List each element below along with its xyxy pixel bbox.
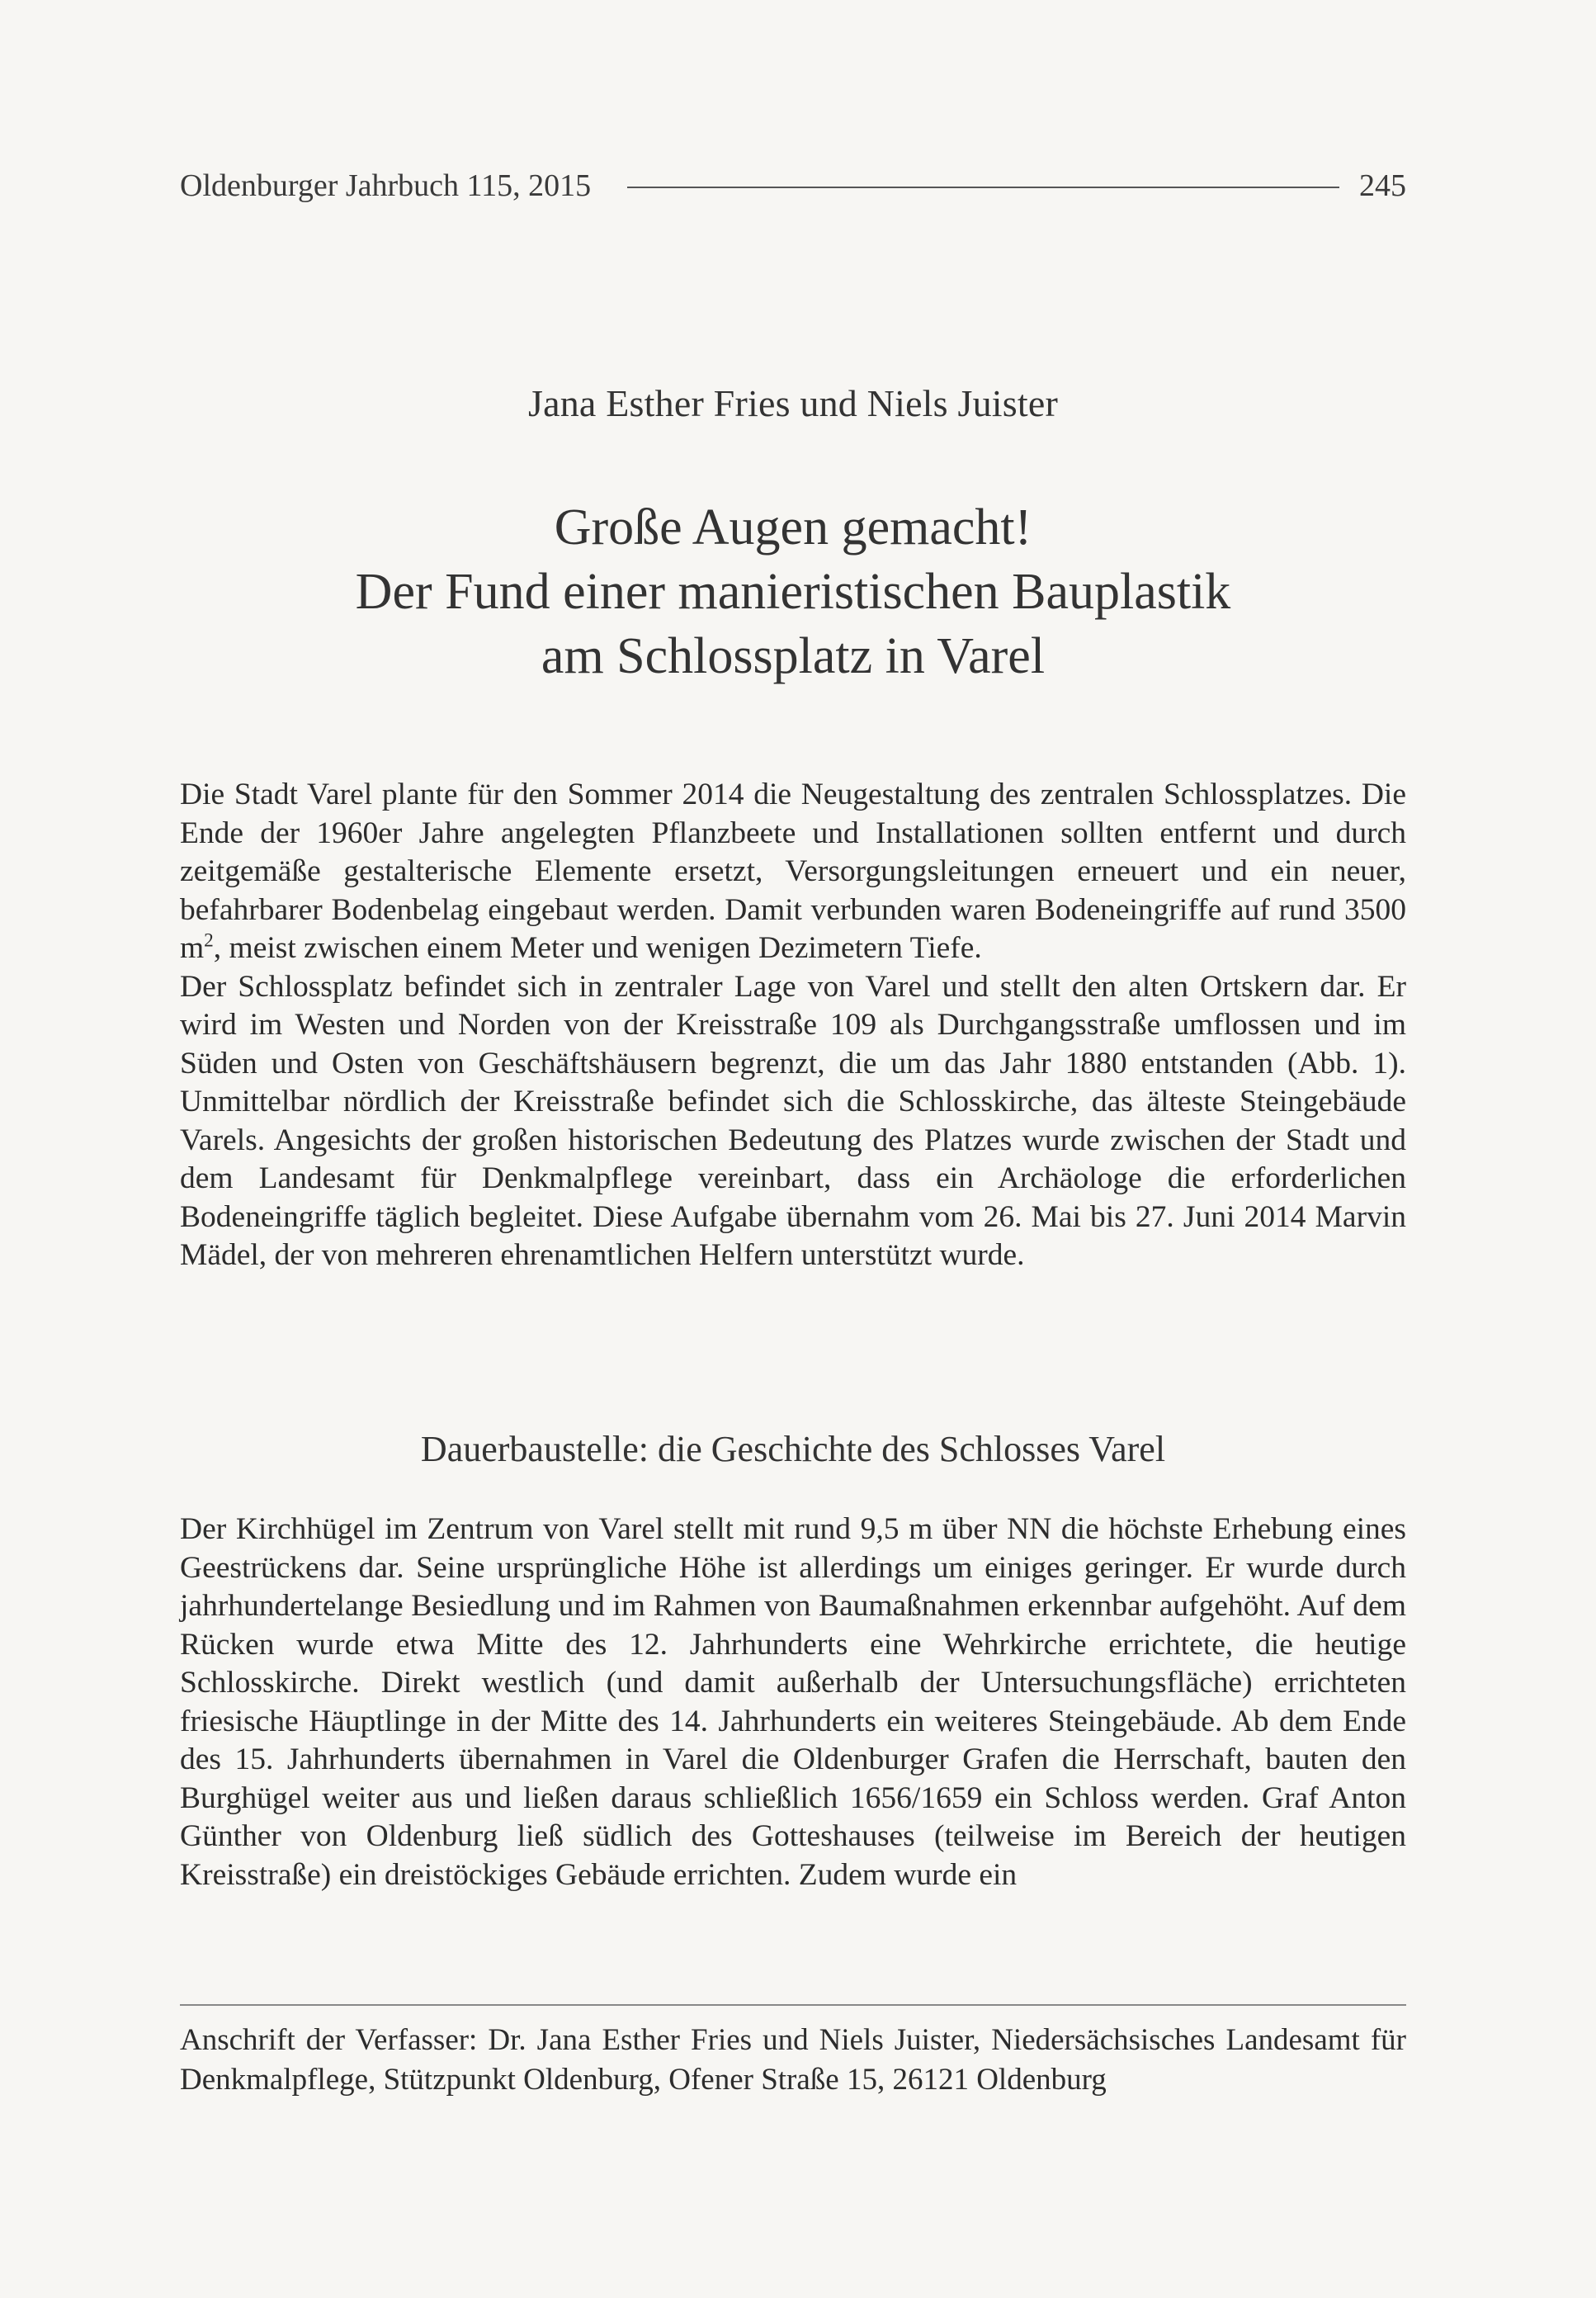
title-line-1: Große Augen gemacht! [554, 499, 1032, 556]
superscript-squared: 2 [204, 929, 214, 952]
section-body [180, 1511, 1406, 1894]
intro-section [180, 776, 1406, 1275]
intro-p1-text: Die Stadt Varel plante für den Sommer 2014 die Neugestaltung des zentralen Schlossplatzes. Die Ende der 1960er Jahre angelegten Pflanzbeete und Installationen sollten entfernt und durch zeitgemäße gestalterische Elemente ersetzt, Versorgungsleitungen erneuert und ein neuer, befahrbarer Bodenbelag eingebaut werden. Damit verbunden waren Bodeneingriffe auf rund 3500 m [180, 778, 1406, 965]
author-address-footnote: Anschrift der Verfasser: Dr. Jana Esther Fries und Niels Juister, Niedersächsisches Landesamt für Denkmalpflege, Stützpunkt Oldenburg, Ofener Straße 15, 26121 Oldenburg [180, 2023, 1406, 2097]
page-number: 245 [1359, 168, 1406, 203]
section-paragraph-1: Der Kirchhügel im Zentrum von Varel stellt mit rund 9,5 m über NN die höchste Erhebung eines Geestrückens dar. Seine ursprüngliche Höhe ist allerdings um einiges geringer. Er wurde durch jahrhundertelange Besiedlung und im Rahmen von Baumaßnahmen erkennbar aufgehöht. Auf dem Rücken wurde etwa Mitte des 12. Jahrhunderts eine Wehrkirche errichtete, die heutige Schlosskirche. Direkt westlich (und damit außerhalb der Untersuchungsfläche) errichteten friesische Häuptlinge in der Mitte des 14. Jahrhunderts ein weiteres Steingebäude. Ab dem Ende des 15. Jahrhunderts übernahmen in Varel die Oldenburger Grafen die Herrschaft, bauten den Burghügel weiter aus und ließen daraus schließlich 1656/1659 ein Schloss werden. Graf Anton Günther von Oldenburg ließ südlich des Gotteshauses (teilweise im Bereich der heutigen Kreisstraße) ein dreistöckiges Gebäude errichten. Zudem wurde ein [180, 1512, 1406, 1892]
title-line-2: Der Fund einer manieristischen Bauplastik [355, 564, 1231, 620]
footnote-rule [180, 2004, 1406, 2006]
intro-paragraph-2: Der Schlossplatz befindet sich in zentraler Lage von Varel und stellt den alten Ortskern dar. Er wird im Westen und Norden von der Kreisstraße 109 als Durchgangsstraße umflossen und im Süden und Osten von Geschäftshäusern begrenzt, die um das Jahr 1880 entstanden (Abb. 1). Unmittelbar nördlich der Kreisstraße befindet sich die Schlosskirche, das älteste Steingebäude Varels. Angesichts der großen historischen Bedeutung des Platzes wurde zwischen der Stadt und dem Landesamt für Denkmalpflege vereinbart, dass ein Archäologe die erforderlichen Bodeneingriffe täglich begleitet. Diese Aufgabe übernahm vom 26. Mai bis 27. Juni 2014 Marvin Mädel, der von mehreren ehrenamtlichen Helfern unterstützt wurde. [180, 969, 1406, 1272]
journal-citation: Oldenburger Jahrbuch 115, 2015 [180, 168, 592, 203]
article-title [180, 495, 1406, 688]
header-rule [627, 187, 1339, 188]
intro-p1-text-end: , meist zwischen einem Meter und wenigen Dezimetern Tiefe. [213, 931, 982, 965]
title-line-3: am Schlossplatz in Varel [541, 628, 1046, 684]
running-header [180, 165, 1406, 206]
section-heading: Dauerbaustelle: die Geschichte des Schlosses Varel [420, 1429, 1166, 1469]
intro-paragraph-1 [180, 776, 1406, 968]
article-authors: Jana Esther Fries und Niels Juister [528, 382, 1058, 424]
